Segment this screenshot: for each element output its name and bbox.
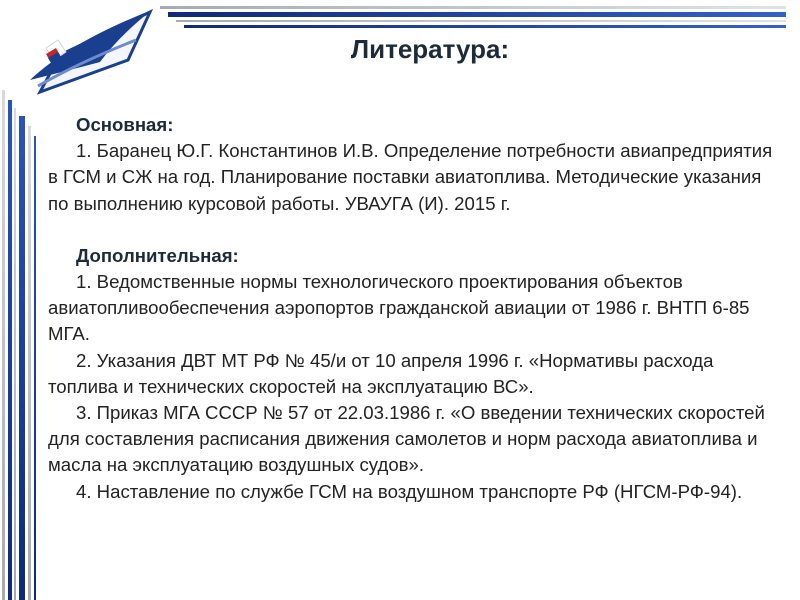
- references-body: [48, 112, 778, 505]
- extra-reference-1: 1. Ведомственные нормы технологического проектирования объектов авиатопливообеспечения аэропортов гражданской авиации от 1986 г. ВНТП 6-85 МГА.: [48, 271, 750, 345]
- section-spacer: [48, 217, 778, 243]
- main-literature-heading: Основная:: [76, 114, 174, 135]
- page-title: Литература:: [350, 34, 510, 64]
- extra-literature-heading: Дополнительная:: [76, 244, 239, 266]
- extra-reference-3: 3. Приказ МГА СССР № 57 от 22.03.1986 г. «О введении технических скоростей для составления расписания движения самолетов и норм расхода авиатоплива и масла на эксплуатацию воздушных судов».: [48, 402, 765, 476]
- extra-reference-4: 4. Наставление по службе ГСМ на воздушном транспорте РФ (НГСМ-РФ-94).: [76, 480, 743, 502]
- extra-reference-2: 2. Указания ДВТ МТ РФ № 45/и от 10 апреля 1996 г. «Нормативы расхода топлива и технических скоростей на эксплуатацию ВС».: [48, 349, 714, 397]
- main-reference-1: 1. Баранец Ю.Г. Константинов И.В. Определение потребности авиапредприятия в ГСМ и СЖ на год. Планирование поставки авиатоплива. Методические указания по выполнению курсовой работы. УВАУГА (И). 2015 г.: [48, 140, 773, 214]
- blue-wing-book-logo-icon: [0, 0, 170, 100]
